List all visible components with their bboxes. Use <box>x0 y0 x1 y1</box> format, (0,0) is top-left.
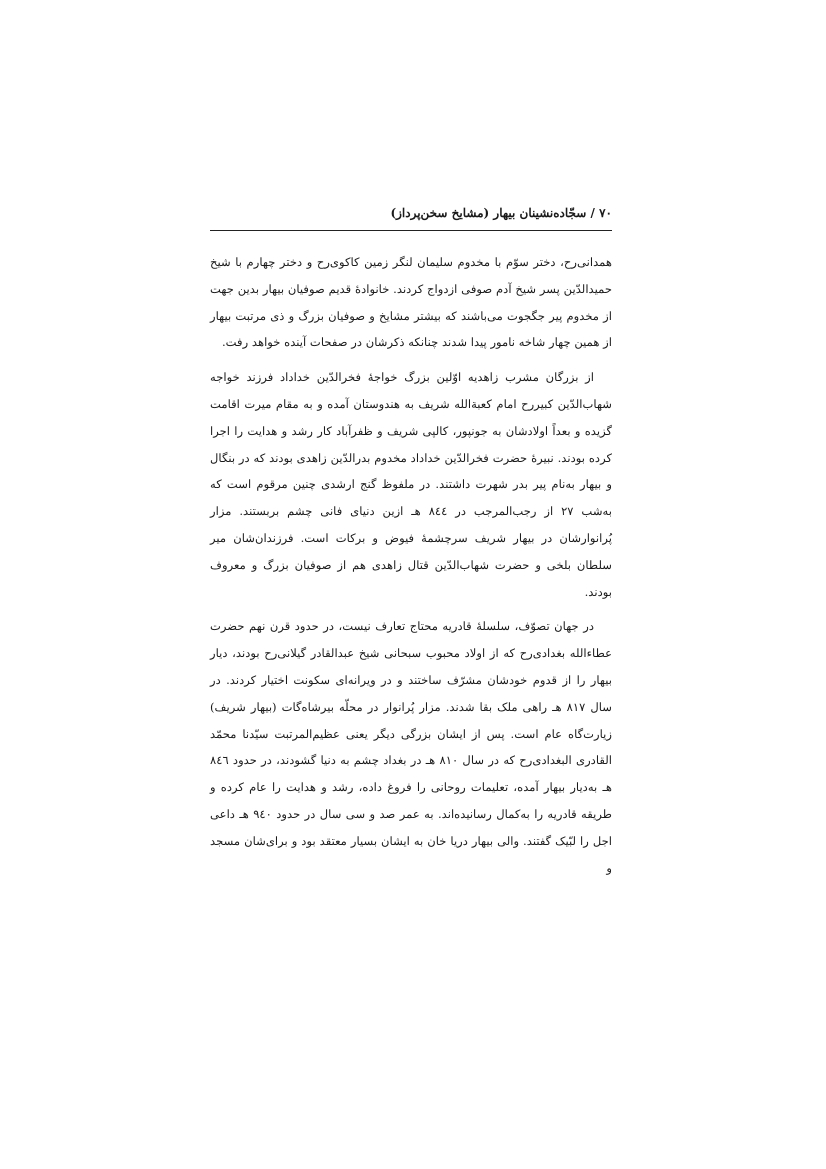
paragraph-2: از بزرگان مشرب زاهدیه اوّلین بزرگ خواجهٔ فخرالدّین خداداد فرزند خواجه شهاب‌الدّین کبیررح امام کعبةالله شریف به هندوستان آمده و به مقام میرت اقامت گزیده و بعداً اولادشان به جونپور، کالپی شریف و ظفرآباد کار رشد و هدایت را اجرا کرده بودند. نبیرهٔ حضرت فخرالدّین خداداد مخدوم بدرالدّین زاهدی بودند که در بنگال و بیهار به‌نام پیر بدر شهرت داشتند. در ملفوظ گنج ارشدی چنین مرقوم است که به‌شب ۲۷ از رجب‌المرجب در ۸٤٤ هـ ازین دنیای فانی چشم بربستند. مزار پُرانوارشان در بیهار شریف سرچشمهٔ فیوض و برکات است. فرزندان‌شان میر سلطان بلخی و حضرت شهاب‌الدّین قتال زاهدی هم از صوفیان بزرگ و معروف بودند. <box>210 370 612 599</box>
running-header: ۷۰ / سجّاده‌نشینان بیهار (مشایخ سخن‌پرداز) <box>390 206 612 220</box>
body-text <box>210 249 612 889</box>
paragraph-3: در جهان تصوّف، سلسلهٔ قادریه محتاج تعارف نیست، در حدود قرن نهم حضرت عطاءالله بغدادی‌رح که از اولاد محبوب سبحانی شیخ عبدالقادر گیلانی‌رح بودند، دیار بیهار را از قدوم خودشان مشرّف ساختند و در ویرانه‌ای سکونت اختیار کردند. در سال ۸۱۷ هـ راهی ملک بقا شدند. مزار پُرانوار در محلّه بیرشاه‌گات (بیهار شریف) زیارت‌گاه عام است. پس از ایشان بزرگی دیگر یعنی عظیم‌المرتبت سیّدنا محمّد القادری البغدادی‌رح که در سال ۸۱۰ هـ در بغداد چشم به دنیا گشودند، در حدود ۸٤٦ هـ به‌دیار بیهار آمده، تعلیمات روحانی را فروغ داده، رشد و هدایت را عام کرده و طریقه قادریه را به‌کمال رسانیده‌اند. به عمر صد و سی سال در حدود ۹٤۰ هـ داعی اجل را لبّیک گفتند. والی بیهار دریا خان به ایشان بسیار معتقد بود و برای‌شان مسجد و <box>210 619 612 875</box>
paragraph-1: همدانی‌رح، دختر سوّم با مخدوم سلیمان لنگر زمین کاکوی‌رح و دختر چهارم با شیخ حمیدالدّین پسر شیخ آدم صوفی ازدواج کردند. خانوادهٔ قدیم صوفیان بیهار بدین جهت از مخدوم پیر جگجوت می‌باشند که بیشتر مشایخ و صوفیان بزرگ و ذی مرتبت بیهار از همین چهار شاخه نامور پیدا شدند چنانکه ذکرشان در صفحات آینده خواهد رفت. <box>210 255 612 350</box>
header-rule <box>210 230 612 231</box>
